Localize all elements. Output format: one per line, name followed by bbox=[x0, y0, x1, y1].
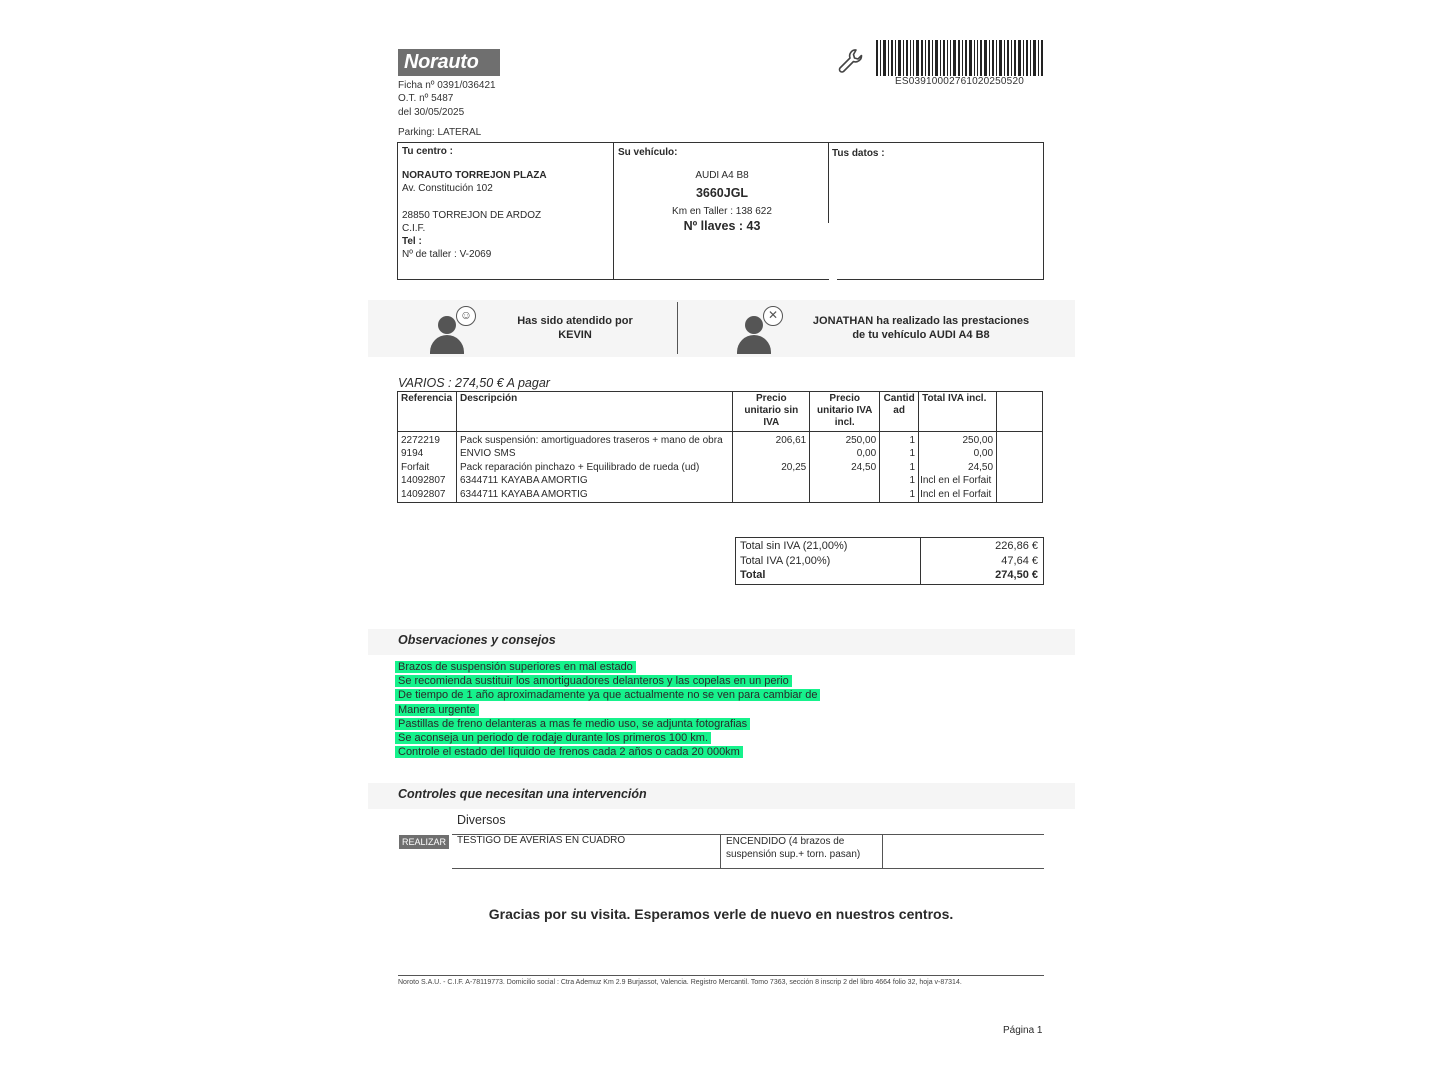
wrench-icon bbox=[836, 47, 864, 75]
cell-desc: Pack suspensión: amortiguadores traseros + mano de obra bbox=[456, 432, 732, 448]
date: del 30/05/2025 bbox=[398, 106, 465, 118]
obs-line: Se aconseja un periodo de rodaje durante los primeros 100 km. bbox=[395, 732, 711, 744]
vehiculo-info bbox=[615, 169, 829, 235]
obs-line: Controle el estado del líquido de frenos cada 2 años o cada 20 000km bbox=[395, 746, 743, 758]
header-precio-sin: Precio unitario sin IVA bbox=[733, 392, 810, 432]
norauto-logo: Norauto bbox=[398, 49, 500, 76]
cell-precio-con: 250,00 bbox=[810, 432, 880, 448]
cell-desc: Pack reparación pinchazo + Equilibrado de rueda (ud) bbox=[456, 461, 732, 474]
centro-name: NORAUTO TORREJON PLAZA bbox=[402, 170, 547, 181]
cell-cantidad: 1 bbox=[880, 488, 919, 503]
totals-divider bbox=[920, 538, 921, 584]
controles-detail: ENCENDIDO (4 brazos de suspensión sup.+ torn. pasan) bbox=[726, 836, 861, 860]
tu-centro bbox=[402, 145, 610, 261]
cell-cantidad: 1 bbox=[880, 474, 919, 487]
obs-line: Manera urgente bbox=[395, 704, 479, 716]
cell-empty bbox=[997, 488, 1043, 503]
parking: Parking: LATERAL bbox=[398, 127, 482, 138]
centro-tel: Tel : bbox=[402, 236, 422, 247]
total-value: 274,50 € bbox=[995, 569, 1038, 581]
prestaciones: JONATHAN ha realizado las prestaciones de tu vehículo AUDI A4 B8 bbox=[812, 315, 1030, 341]
page-number: Página 1 bbox=[1003, 1025, 1043, 1036]
centro-taller: Nº de taller : V-2069 bbox=[402, 249, 492, 260]
total-iva-value: 47,64 € bbox=[1001, 554, 1038, 567]
tus-datos-label: Tus datos : bbox=[832, 148, 885, 159]
header-cantidad: Cantidad bbox=[880, 392, 919, 432]
tu-centro-label: Tu centro : bbox=[402, 146, 453, 157]
divider bbox=[613, 143, 614, 280]
cell-ref: 9194 bbox=[398, 447, 457, 460]
cell-precio-sin bbox=[733, 447, 810, 460]
vehiculo-llaves: Nº llaves : 43 bbox=[683, 219, 761, 233]
cell-ref: Forfait bbox=[398, 461, 457, 474]
controles-title: Controles que necesitan una intervención bbox=[398, 787, 647, 801]
cell-total: 250,00 bbox=[919, 432, 997, 448]
header-desc: Descripción bbox=[456, 392, 732, 432]
realizar-badge: REALIZAR bbox=[399, 835, 449, 849]
ot-number: O.T. nº 5487 bbox=[398, 93, 454, 105]
cell-total: 0,00 bbox=[919, 447, 997, 460]
header-meta bbox=[398, 79, 496, 119]
cell-ref: 2272219 bbox=[398, 432, 457, 448]
atendido-por: Has sido atendido por KEVIN bbox=[517, 315, 633, 341]
cell-desc: ENVIO SMS bbox=[456, 447, 732, 460]
vehiculo-plate: 3660JGL bbox=[695, 186, 749, 200]
cell-ref: 14092807 bbox=[398, 488, 457, 503]
observaciones-title: Observaciones y consejos bbox=[398, 633, 556, 647]
ficha-number: Ficha nº 0391/036421 bbox=[398, 80, 496, 91]
table-row bbox=[398, 432, 1043, 448]
table-row bbox=[398, 447, 1043, 460]
totals-box bbox=[735, 537, 1044, 585]
redaction bbox=[829, 222, 837, 280]
smile-icon: ☺ bbox=[456, 306, 476, 326]
cell-total: Incl en el Forfait bbox=[919, 488, 997, 503]
cell-precio-con bbox=[810, 488, 880, 503]
table-row bbox=[398, 474, 1043, 487]
obs-line: Se recomienda sustituir los amortiguadores delanteros y las copelas en un perio bbox=[395, 675, 792, 687]
vehiculo-km: Km en Taller : 138 622 bbox=[672, 206, 772, 217]
cell-precio-sin bbox=[733, 488, 810, 503]
footer-legal: Noroto S.A.U. - C.I.F. A-78119773. Domicilio social : Ctra Ademuz Km 2.9 Burjassot, Valencia. Registro Mercantil. Tomo 7363, sección 8 inscrip 2 del libro 4664 folio 32, hoja v-87314. bbox=[398, 979, 962, 986]
header-ref: Referencia bbox=[398, 392, 457, 432]
total-sin-iva-label: Total sin IVA (21,00%) bbox=[740, 540, 848, 552]
header-empty bbox=[997, 392, 1043, 432]
table-row bbox=[398, 461, 1043, 474]
totals-labels bbox=[740, 539, 847, 583]
cell-precio-sin: 206,61 bbox=[733, 432, 810, 448]
obs-line: Pastillas de freno delanteras a mas fe medio uso, se adjunta fotografias bbox=[395, 718, 750, 730]
centro-cif: C.I.F. bbox=[402, 223, 426, 234]
controles-divider bbox=[882, 835, 883, 868]
centro-address: Av. Constitución 102 bbox=[402, 183, 493, 194]
cell-precio-con: 0,00 bbox=[810, 447, 880, 460]
totals-values bbox=[995, 539, 1038, 583]
footer-rule bbox=[398, 975, 1044, 976]
obs-line: De tiempo de 1 año aproximadamente ya que actualmente no se ven para cambiar de bbox=[395, 689, 820, 701]
total-sin-iva-value: 226,86 € bbox=[995, 540, 1038, 552]
total-label: Total bbox=[740, 569, 766, 581]
cell-precio-sin bbox=[733, 474, 810, 487]
items-table bbox=[397, 391, 1043, 503]
cell-total: Incl en el Forfait bbox=[919, 474, 997, 487]
table-row bbox=[398, 488, 1043, 503]
cell-empty bbox=[997, 474, 1043, 487]
gracias-message: Gracias por su visita. Esperamos verle de nuevo en nuestros centros. bbox=[488, 906, 954, 922]
barcode-number: ES03910002761020250520 bbox=[895, 76, 1024, 87]
cell-desc: 6344711 KAYABA AMORTIG bbox=[456, 488, 732, 503]
varios-title: VARIOS : 274,50 € A pagar bbox=[398, 376, 550, 390]
staff-divider bbox=[677, 302, 678, 354]
cell-precio-sin: 20,25 bbox=[733, 461, 810, 474]
controles-group: Diversos bbox=[457, 813, 506, 827]
centro-city: 28850 TORREJON DE ARDOZ bbox=[402, 210, 542, 221]
barcode bbox=[876, 40, 1043, 76]
cell-cantidad: 1 bbox=[880, 461, 919, 474]
cell-precio-con: 24,50 bbox=[810, 461, 880, 474]
cell-precio-con bbox=[810, 474, 880, 487]
controles-item: TESTIGO DE AVERÍAS EN CUADRO bbox=[457, 835, 626, 846]
cell-cantidad: 1 bbox=[880, 447, 919, 460]
cell-desc: 6344711 KAYABA AMORTIG bbox=[456, 474, 732, 487]
total-iva-label: Total IVA (21,00%) bbox=[740, 554, 831, 567]
tools-icon: ✕ bbox=[763, 306, 783, 326]
cell-total: 24,50 bbox=[919, 461, 997, 474]
cell-ref: 14092807 bbox=[398, 474, 457, 487]
controles-divider bbox=[720, 835, 721, 868]
cell-empty bbox=[997, 461, 1043, 474]
obs-line: Brazos de suspensión superiores en mal estado bbox=[395, 661, 636, 673]
header-total: Total IVA incl. bbox=[919, 392, 997, 432]
controles-bottom-rule bbox=[452, 868, 1044, 869]
cell-empty bbox=[997, 432, 1043, 448]
cell-empty bbox=[997, 447, 1043, 460]
observaciones-list bbox=[395, 660, 820, 759]
cell-cantidad: 1 bbox=[880, 432, 919, 448]
vehiculo-label: Su vehículo: bbox=[618, 147, 678, 158]
header-precio-con: Precio unitario IVA incl. bbox=[810, 392, 880, 432]
vehiculo-model: AUDI A4 B8 bbox=[695, 170, 749, 181]
